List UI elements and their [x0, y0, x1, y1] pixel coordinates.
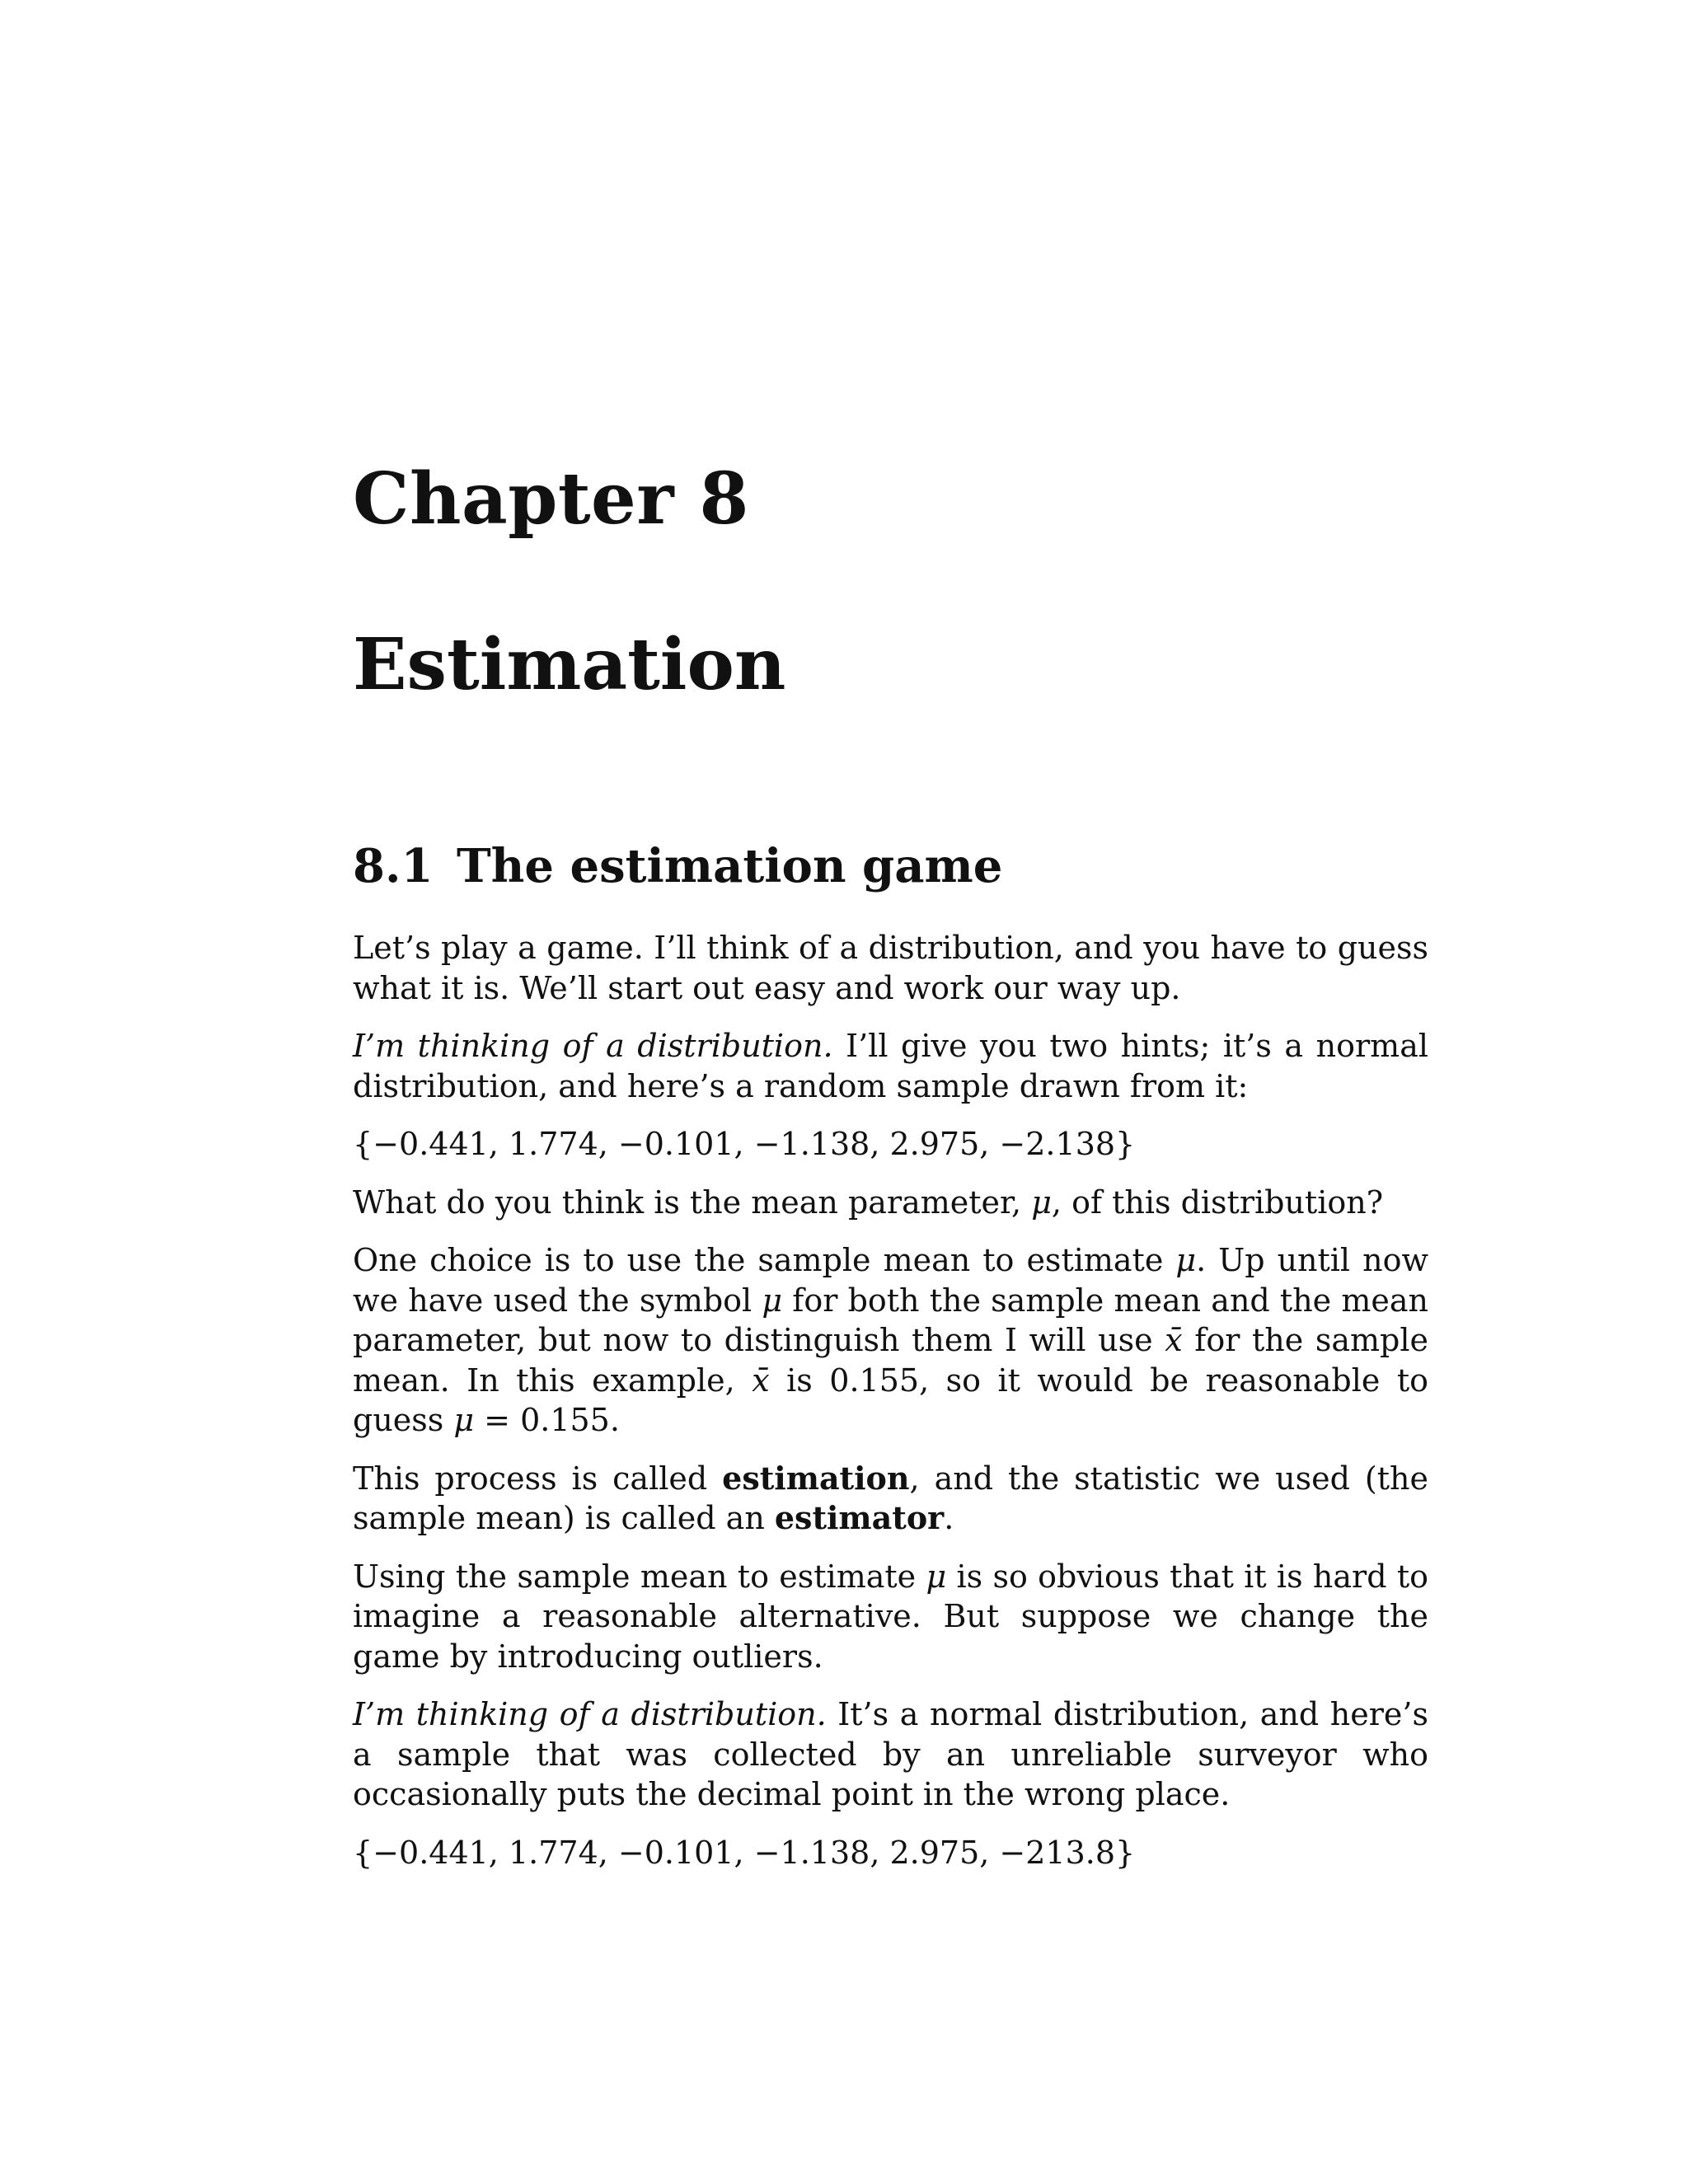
text-run: = 0.155. — [474, 1402, 620, 1438]
paragraph-outliers — [353, 1557, 1428, 1677]
italic-phrase: I’m thinking of a distribution. — [353, 1696, 827, 1732]
section-title: The estimation game — [457, 839, 1003, 893]
chapter-title: Estimation — [353, 623, 786, 706]
text-run: This process is called — [353, 1460, 723, 1497]
body-text — [353, 928, 1428, 1891]
paragraph-intro: Let’s play a game. I’ll think of a distribution, and you have to guess what it is. We’ll start out easy and work our way up. — [353, 930, 1428, 1006]
sample-set-2: {−0.441, 1.774, −0.101, −1.138, 2.975, −213.8} — [353, 1834, 1136, 1871]
paragraph-question — [353, 1183, 1428, 1223]
mu-symbol: μ — [1175, 1242, 1197, 1278]
text-run: Using the sample mean to estimate — [353, 1558, 926, 1595]
section-heading — [353, 839, 1002, 893]
book-page — [353, 0, 1428, 2184]
text-run: I’ll give you two hints; it’s a normal distribution, and here’s a random sample drawn from it: — [353, 1028, 1429, 1104]
xbar-symbol: x̄ — [1165, 1322, 1183, 1358]
paragraph-second-game — [353, 1694, 1428, 1815]
text-run: , and the statistic we used (the sample mean) is called an — [353, 1460, 1428, 1536]
term-estimator: estimator — [774, 1499, 945, 1536]
text-run: for both the sample mean and the mean parameter, but now to distinguish them I will use — [353, 1282, 1428, 1358]
term-estimation: estimation — [722, 1459, 910, 1497]
mu-symbol: μ — [453, 1402, 475, 1438]
text-run: What do you think is the mean parameter, — [353, 1183, 1032, 1221]
paragraph-first-game — [353, 1026, 1428, 1106]
text-run: . — [944, 1500, 954, 1536]
text-run: It’s a normal distribution, and here’s a sample that was collected by an unreliable surveyor who occasionally puts the decimal point in the wrong place. — [353, 1696, 1428, 1812]
text-run: One choice is to use the sample mean to estimate — [353, 1242, 1176, 1278]
mu-symbol: μ — [926, 1558, 947, 1595]
section-number: 8.1 — [353, 839, 434, 893]
text-run: is 0.155, so it would be reasonable to guess — [353, 1361, 1428, 1438]
italic-phrase: I’m thinking of a distribution. — [353, 1028, 833, 1064]
paragraph-sample-mean — [353, 1240, 1428, 1441]
mu-symbol: μ — [762, 1282, 783, 1319]
mu-symbol: μ — [1031, 1183, 1052, 1221]
text-run: is so obvious that it is hard to imagine a reasonable alternative. But suppose we change the game by introducing outliers. — [353, 1558, 1428, 1675]
text-run: . Up until now we have used the symbol — [353, 1242, 1429, 1319]
text-run: , of this distribution? — [1051, 1183, 1384, 1221]
text-run: for the sample mean. In this example, — [353, 1322, 1428, 1399]
sample-set-1: {−0.441, 1.774, −0.101, −1.138, 2.975, −2.138} — [353, 1126, 1136, 1162]
xbar-symbol: x̄ — [752, 1361, 770, 1399]
chapter-label: Chapter 8 — [353, 457, 749, 541]
paragraph-estimation-definition — [353, 1459, 1428, 1539]
